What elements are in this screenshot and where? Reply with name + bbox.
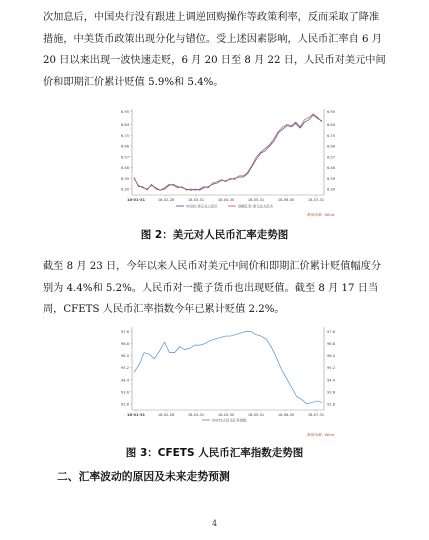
y-tick-label-left: 92.8: [120, 402, 129, 407]
y-tick-label-right: 96.8: [327, 342, 336, 347]
figure-2-caption: 图 2：美元对人民币汇率走势图: [140, 229, 289, 241]
cfets-index-chart: [102, 320, 354, 438]
y-tick-label-right: 95.2: [327, 366, 336, 371]
y-tick-label-left: 97.6: [120, 330, 129, 335]
x-tick-label: 18-04-30: [217, 198, 235, 202]
legend-label: 中间价:美元兑人民币: [186, 204, 218, 209]
y-tick-label-right: 6.39: [327, 176, 336, 181]
x-tick-label: 18-03-31: [187, 413, 205, 417]
y-tick-label-right: 6.84: [327, 123, 336, 128]
y-tick-label-right: 6.66: [327, 144, 336, 149]
usd-cny-chart: [102, 103, 354, 218]
x-tick-label: 18-07-31: [307, 413, 325, 417]
series-line: [134, 115, 322, 190]
x-tick-label: 18-02-28: [157, 413, 175, 417]
y-tick-label-right: 6.30: [327, 187, 336, 192]
y-tick-label-right: 6.95: [327, 109, 336, 114]
x-tick-label: 18-06-30: [277, 413, 295, 417]
x-tick-label: 18-03-31: [187, 198, 205, 202]
y-tick-label-left: 93.6: [120, 390, 129, 395]
y-tick-label-left: 6.30: [120, 187, 129, 192]
y-tick-label-right: 94.4: [327, 378, 336, 383]
y-tick-label-right: 92.8: [327, 402, 336, 407]
y-tick-label-left: 94.4: [120, 378, 129, 383]
source-note: 数据来源：Wind: [306, 433, 334, 437]
paragraph-exchange-rate-depreciation: 次加息后，中国央行没有跟进上调逆回购操作等政策利率，反而采取了降准措施，中美货币政策出现分化与错位。受上述因素影响，人民币汇率自 6 月 20 日以来出现一波快速走贬，6 月 20 日至 8 月 22 日，人民币对美元中间价和即期汇价累计贬值 5.9%和 5.4%。: [43, 12, 386, 88]
y-tick-label-left: 96.0: [120, 354, 129, 359]
x-tick-label: 18-07-31: [307, 198, 325, 202]
y-tick-label-left: 96.8: [120, 342, 129, 347]
y-tick-label-left: 6.84: [120, 123, 129, 128]
page-number: 4: [211, 519, 218, 528]
legend-label: 即期汇率:美元兑人民币: [238, 204, 274, 209]
y-tick-label-left: 6.95: [120, 109, 129, 114]
x-tick-label: 18-04-30: [217, 413, 235, 417]
usd-cny-chart-svg: [102, 103, 354, 218]
x-tick-label: 18-06-30: [277, 198, 295, 202]
y-tick-label-left: 6.48: [120, 166, 129, 171]
x-tick-label: 18-01-31: [127, 413, 145, 417]
source-note: 数据来源：Wind: [306, 213, 334, 217]
y-tick-label-right: 97.6: [327, 330, 336, 335]
y-tick-label-right: 6.57: [327, 155, 336, 160]
y-tick-label-left: 6.66: [120, 144, 129, 149]
y-tick-label-left: 6.75: [120, 133, 129, 138]
cfets-index-chart-svg: [102, 320, 354, 438]
y-tick-label-left: 95.2: [120, 366, 129, 371]
x-tick-label: 18-02-28: [157, 198, 175, 202]
legend-label: CFETS人民币汇率指数: [212, 418, 247, 423]
series-line: [134, 332, 322, 404]
y-tick-label-left: 6.39: [120, 176, 129, 181]
paragraph-ytd-depreciation: 截至 8 月 23 日，今年以来人民币对美元中间价和即期汇价累计贬值幅度分别为 4.4%和 5.2%。人民币对一揽子货币也出现贬值。截至 8 月 17 日当周，CFETS 人民币汇率指数今年已累计贬值 2.2%。: [43, 261, 382, 315]
y-tick-label-right: 96.0: [327, 354, 336, 359]
y-tick-label-right: 6.48: [327, 166, 336, 171]
figure-3-caption: 图 3：CFETS 人民币汇率指数走势图: [125, 447, 304, 459]
x-tick-label: 18-05-31: [247, 413, 265, 417]
x-tick-label: 18-01-31: [127, 198, 145, 202]
section-heading: 二、汇率波动的原因及未来走势预测: [57, 470, 230, 483]
x-tick-label: 18-05-31: [247, 198, 265, 202]
y-tick-label-right: 93.6: [327, 390, 336, 395]
y-tick-label-right: 6.75: [327, 133, 336, 138]
y-tick-label-left: 6.57: [120, 155, 129, 160]
